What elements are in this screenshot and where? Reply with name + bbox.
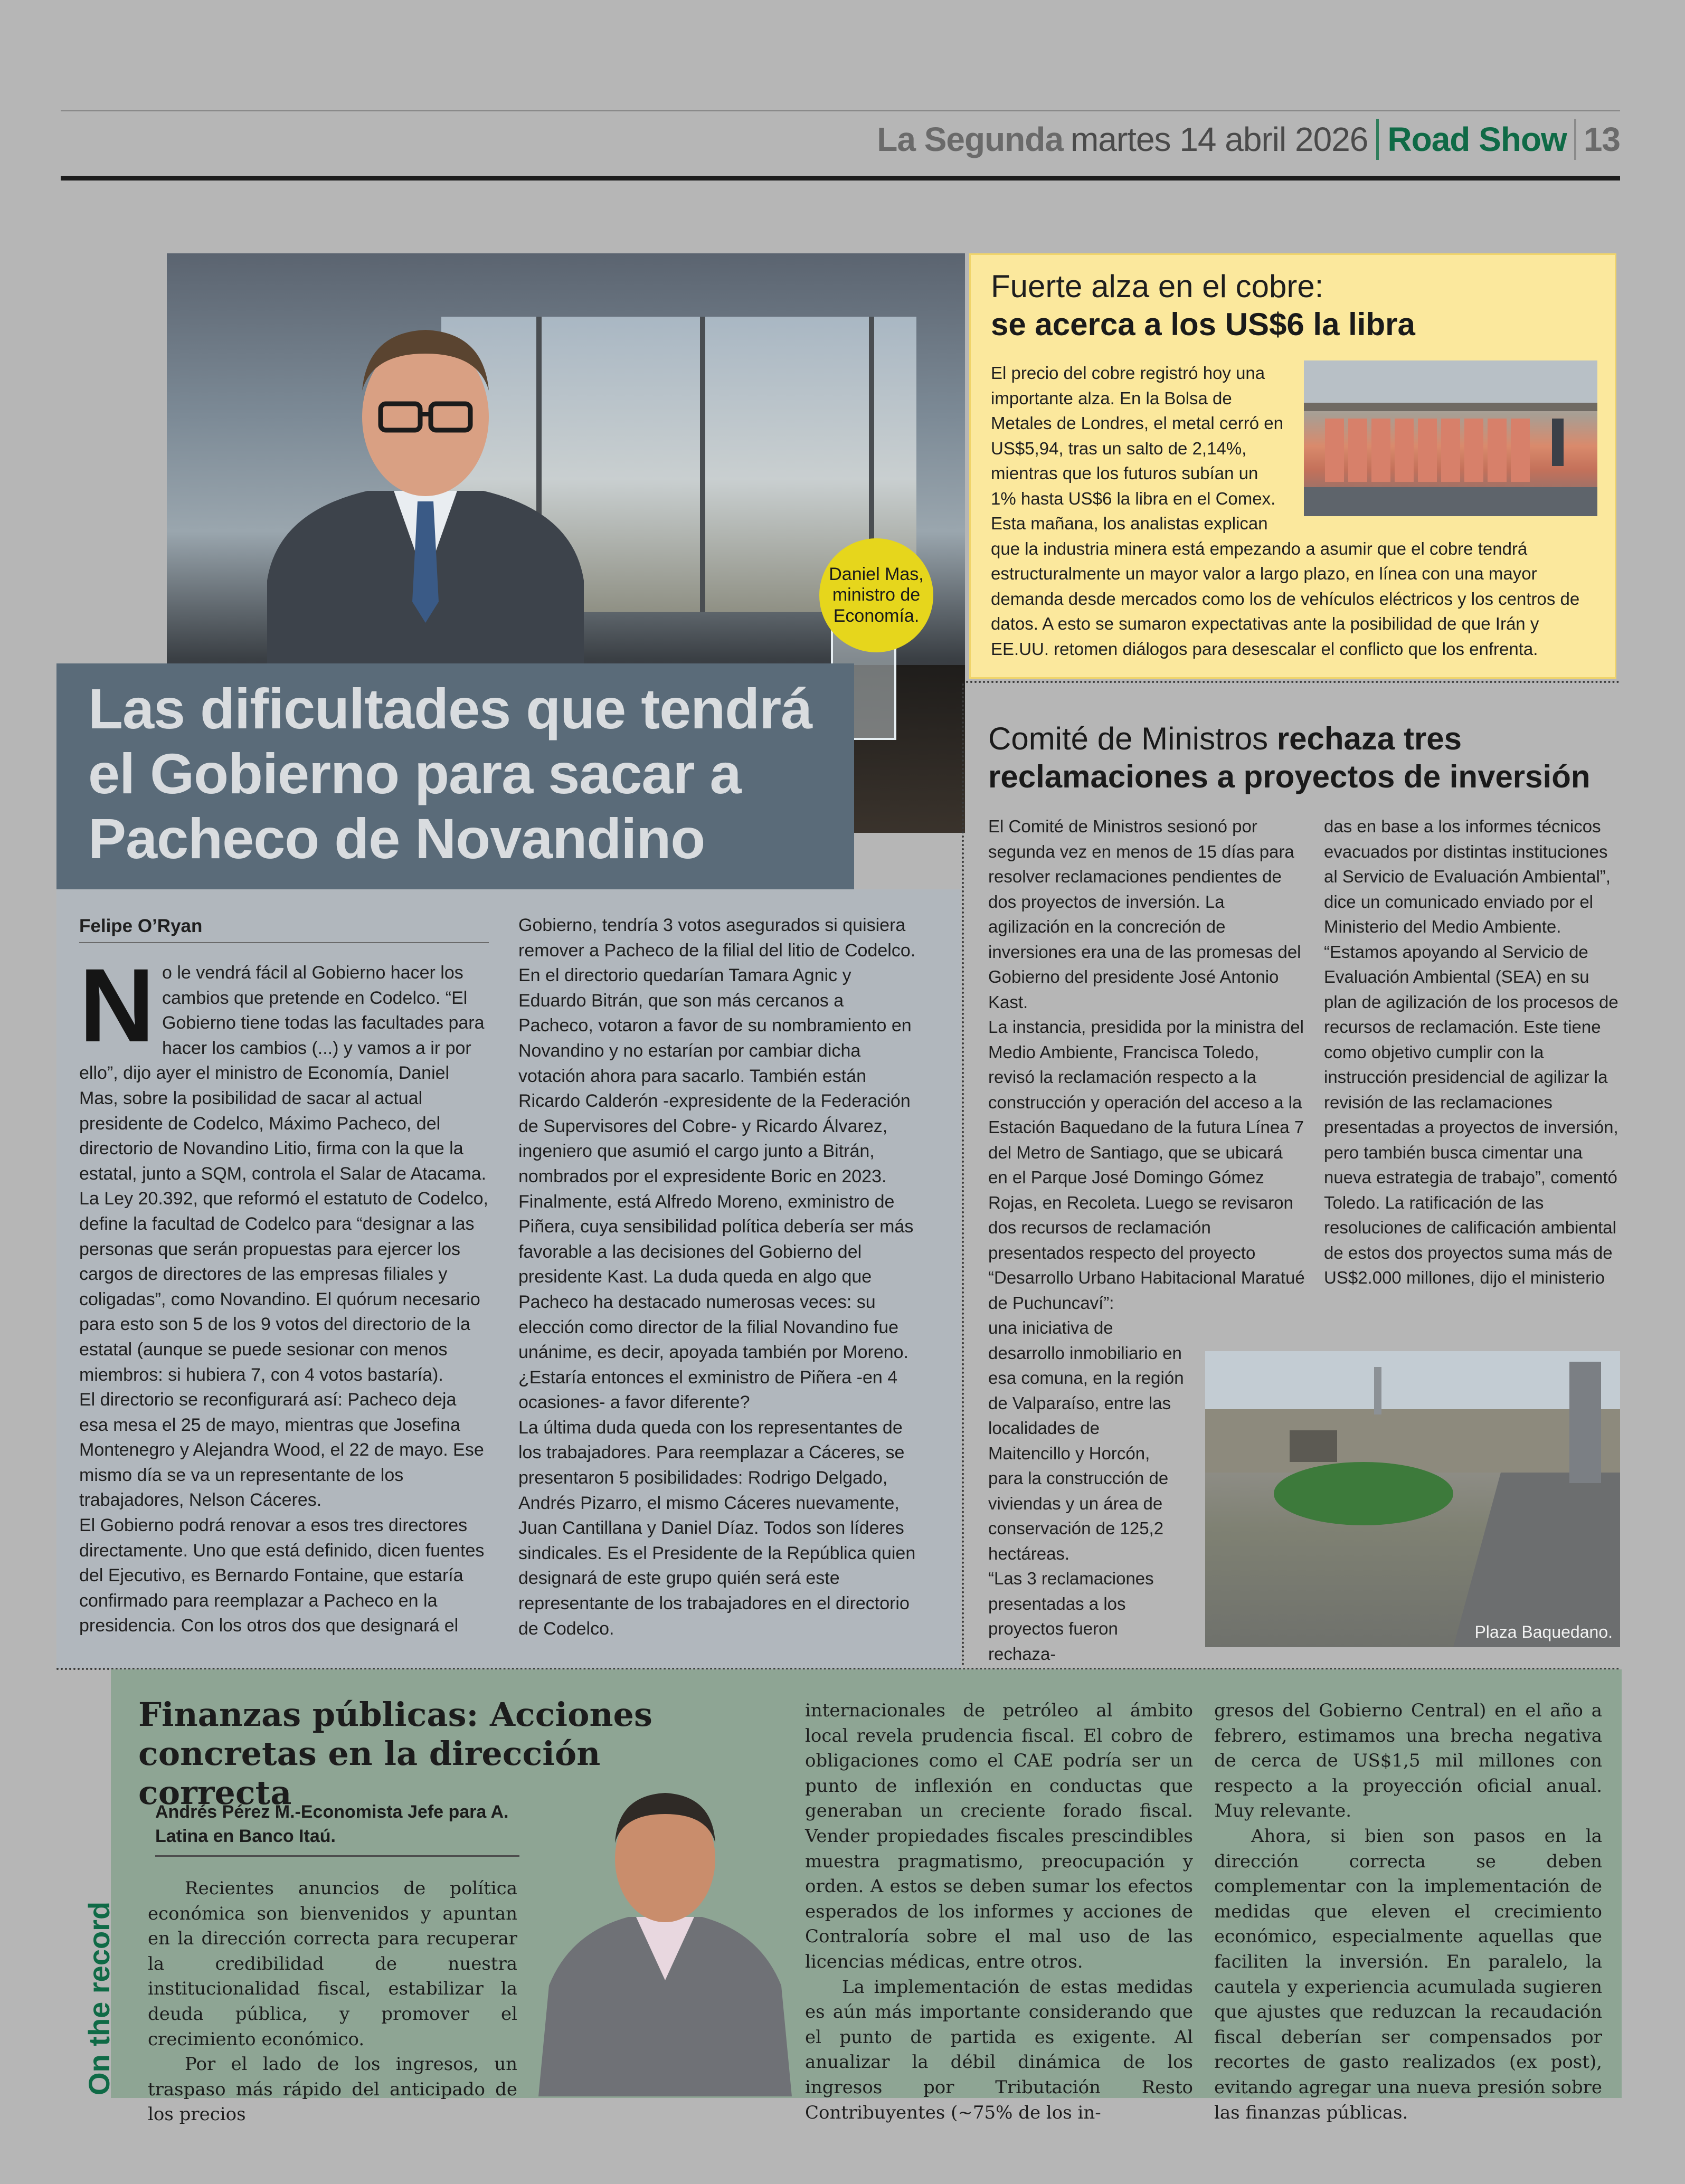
comite-paragraph: El Comité de Ministros sesionó por segunda vez en menos de 15 días para resolver reclamaciones pendientes de dos proyectos de inversión. La agilización en la concreción de inversiones era una de las promesas del Gobierno del presidente José Antonio Kast.: [988, 816, 1301, 1012]
article-paragraph: Gobierno, tendría 3 votos asegurados si quisiera remover a Pacheco de la filial del litio de Codelco. En el directorio quedarían Tamara Agnic y Eduardo Bitrán, que son más cercanos a Pacheco, votaron a favor de su nombramiento en Novandino y no estarían por cambiar dicha votación ahora para sacarlo. También están Ricardo Calderón -expresidente de la Federación de Supervisores del Cobre- y Ricardo Álvarez, ingeniero que asumió el cargo junto a Bitrán, nombrados por el expresidente Boric en 2023.: [518, 915, 916, 1186]
byline-rule: [79, 942, 489, 943]
comite-paragraph: das en base a los informes técnicos evacuados por distintas instituciones al Servicio de Evaluación Ambiental”, dice un comunicado enviado por el Ministerio del Medio Ambiente.: [1324, 816, 1611, 936]
article-paragraph: [79, 947, 489, 1186]
page-number: 13: [1583, 120, 1620, 158]
article-paragraph: La Ley 20.392, que reformó el estatuto de Codelco, define la facultad de Codelco para “designar a las personas que serán propuestas para ejercer los cargos de directores de las empresas filiales y coligadas”, como Novandino. El quórum necesario para esto son 5 de los 9 votos del directorio de la estatal (aunque se puede sesionar con menos miembros: si hubiera 7, con 4 votos bastaría).: [79, 1189, 488, 1385]
comite-headline: [988, 720, 1611, 796]
opinion-author: Andrés Pérez M.-Economista Jefe para A. Latina en Banco Itaú.: [155, 1802, 509, 1846]
article-paragraph: El Gobierno podrá renovar a esos tres directores directamente. Uno que está definido, dicen fuentes del Ejecutivo, es Bernardo Fontaine, que estaría confirmado para reemplazar a Pacheco en la presidencia. Con los otros dos que designará el: [79, 1515, 485, 1636]
drop-cap: N: [79, 947, 155, 1063]
issue-date: martes 14 abril 2026: [1070, 120, 1368, 158]
comite-paragraph-narrow: una iniciativa de desarrollo inmobiliario en esa comuna, en la región de Valparaíso, entre las localidades de Maitencillo y Horcón, para la construcción de viviendas y un área de conservación de 125,2 hectáreas.: [988, 1318, 1184, 1563]
opinion-paragraph: Ahora, si bien son pasos en la dirección correcta se deben complementar con la implementación de medidas que eleven el crecimiento económico, especialmente aquellas que faciliten la inversión. En paralelo, la cautela y experiencia acumulada sugieren que ajustes que reduzcan la recaudación fiscal deberían ser compensados por recortes de gasto realizados (ex post), evitando agregar una nueva presión sobre las finanzas públicas.: [1214, 1825, 1602, 2123]
header-separator: [1376, 119, 1379, 160]
comite-paragraph: “Estamos apoyando al Servicio de Evaluación Ambiental (SEA) en su plan de agilización de los procesos de recursos de reclamación. Este tiene como objetivo cumplir con la instrucción presidencial de agilizar la revisión de las reclamaciones presentadas a proyectos de inversión, pero también busca cimentar una nueva estrategia de trabajo”, comentó Toledo. La ratificación de las resoluciones de calificación ambiental de estos dos proyectos suma más de US$2.000 millones, dijo el ministerio: [1324, 942, 1618, 1287]
copper-kicker: Fuerte alza en el cobre:: [991, 269, 1324, 304]
article-paragraph: La última duda queda con los representantes de los trabajadores. Para reemplazar a Cáceres, se presentaron 5 posibilidades: Rodrigo Delgado, Andrés Pizarro, el mismo Cáceres nuevamente, Juan Cantillana y Daniel Díaz. Todos son líderes sindicales. Es el Presidente de la República quien designará de este grupo quién será este representante de los trabajadores en el directorio de Codelco.: [518, 1417, 916, 1639]
byline: Felipe O’Ryan: [79, 916, 203, 936]
opinion-author-rule: [155, 1855, 519, 1857]
copper-paragraph: El precio del cobre registró hoy una importante alza. En la Bolsa de Metales de Londres, el metal cerró en US$5,94, tras un salto de 2,14%, mientras que los futuros subían un 1% hasta US$6 la libra en el Comex. Esta mañana, los analistas explican que la industria minera está empezando a asumir que el cobre tendrá estructuralmente un mayor valor a largo plazo, en línea con una mayor demanda desde mercados como los de vehículos eléctricos y los centros de datos. A esto se sumaron expectativas ante la posibilidad de que Irán y EE.UU. retomen diálogos para desescalar el conflicto que los enfrenta.: [991, 363, 1580, 659]
opinion-paragraph: gresos del Gobierno Central) en el año a febrero, estimamos una brecha negativa de cerca de US$1,5 mil millones con respecto a la proyección oficial anual. Muy relevante.: [1214, 1700, 1602, 1822]
section-name[interactable]: Road Show: [1387, 120, 1567, 158]
article-column-2: [518, 913, 920, 1641]
article-paragraph: El directorio se reconfigurará así: Pacheco deja esa mesa el 25 de mayo, mientras que Josefina Montenegro y Alejandra Wood, el 22 de mayo. Ese mismo día se va un representante de los trabajadores, Nelson Cáceres.: [79, 1390, 484, 1511]
opinion-paragraph: La implementación de estas medidas es aún más importante considerando que el punto de partida es exigente. Al anualizar la débil dinámica de los ingresos por Tributación Resto Contribuyentes (~75% de los in-: [805, 1976, 1193, 2123]
columnist-portrait: [538, 1759, 792, 2096]
page-header: [877, 117, 1620, 162]
comite-title-light: Comité de Ministros: [988, 721, 1269, 756]
article-column-1: [79, 947, 489, 1639]
article-lead-text: o le vendrá fácil al Gobierno hacer los cambios que pretende en Codelco. “El Gobierno tiene todas las facultades para hacer los cambios (...) y vamos a ir por ello”, dijo ayer el ministro de Economía, Daniel Mas, sobre la posibilidad de sacar al actual presidente de Codelco, Máximo Pacheco, del directorio de Novandino Litio, firma con la que la estatal, junto a SQM, controla el Salar de Atacama.: [79, 963, 487, 1184]
vertical-dotted-divider: [962, 683, 964, 1666]
main-headline: Las dificultades que tendrá el Gobierno para sacar a Pacheco de Novandino: [88, 677, 812, 871]
plaza-illustration: [1205, 1351, 1620, 1647]
newspaper-brand[interactable]: La Segunda: [877, 120, 1063, 158]
comite-paragraph: La instancia, presidida por la ministra del Medio Ambiente, Francisca Toledo, revisó la reclamación respecto a la construcción y operación del acceso a la Estación Baquedano de la futura Línea 7 del Metro de Santiago, que se ubicará en el Parque José Domingo Gómez Rojas, en Recoleta. Luego se revisaron dos recursos de reclamación presentados respecto del proyecto “Desarrollo Urbano Habitacional Maratué de Puchuncaví”:: [988, 1017, 1305, 1313]
comite-column-2: [1324, 814, 1625, 1290]
opinion-paragraph: internacionales de petróleo al ámbito local revela prudencia fiscal. El cobro de obligaciones como el CAE podría ser un punto de inflexión en conductas que generaban un creciente forado fiscal. Vender propiedades fiscales prescindibles muestra pragmatismo, preocupación y orden. A estos se deben sumar los efectos esperados de los informes y acciones de Contraloría sobre el mal uso de las licencias médicas, entre otros.: [805, 1700, 1193, 1972]
header-bottom-rule: [61, 176, 1620, 181]
copper-cathodes-photo: [1304, 360, 1597, 516]
plaza-photo-caption: Plaza Baquedano.: [1474, 1622, 1613, 1641]
article-paragraph: Finalmente, está Alfredo Moreno, exministro de Piñera, cuya sensibilidad política debería ser más favorable a las decisiones del Gobierno del presidente Kast. La duda queda en algo que Pacheco ha destacado numerosas veces: su elección como director de la filial Novandino fue unánime, es decir, apoyada también por Moreno. ¿Estaría entonces el exministro de Piñera -en 4 ocasiones- a favor diferente?: [518, 1191, 914, 1413]
opinion-paragraph: Por el lado de los ingresos, un traspaso más rápido del anticipado de los precios: [148, 2054, 517, 2125]
window-mullion: [700, 317, 705, 612]
opinion-column-3: [1214, 1698, 1602, 2125]
header-separator-2: [1574, 119, 1576, 160]
on-the-record-label: On the record: [82, 1901, 116, 2095]
plaza-baquedano-photo: [1205, 1351, 1620, 1647]
comite-title-bold: rechaza tres reclamaciones a proyectos de inversión: [988, 721, 1591, 794]
comite-paragraph-narrow: “Las 3 reclamaciones presentadas a los proyectos fueron rechaza-: [988, 1569, 1154, 1664]
photo-caption-badge: Daniel Mas, ministro de Economía.: [819, 538, 933, 652]
opinion-paragraph: Recientes anuncios de política económica son bienvenidos y apuntan en la dirección correcta para recuperar la credibilidad de nuestra institucionalidad fiscal, estabilizar la deuda pública, y promover el crecimiento económico.: [148, 1878, 517, 2050]
copper-plates-illustration: [1304, 360, 1597, 516]
opinion-column-2: [805, 1698, 1193, 2125]
copper-title: se acerca a los US$6 la libra: [991, 307, 1415, 342]
horizontal-dotted-divider: [966, 681, 1620, 683]
opinion-column-1: [148, 1876, 517, 2128]
opinion-title: Finanzas públicas: Acciones concretas en la dirección correcta: [138, 1695, 652, 1812]
headline-box: [56, 663, 854, 889]
header-top-rule: [61, 110, 1620, 111]
